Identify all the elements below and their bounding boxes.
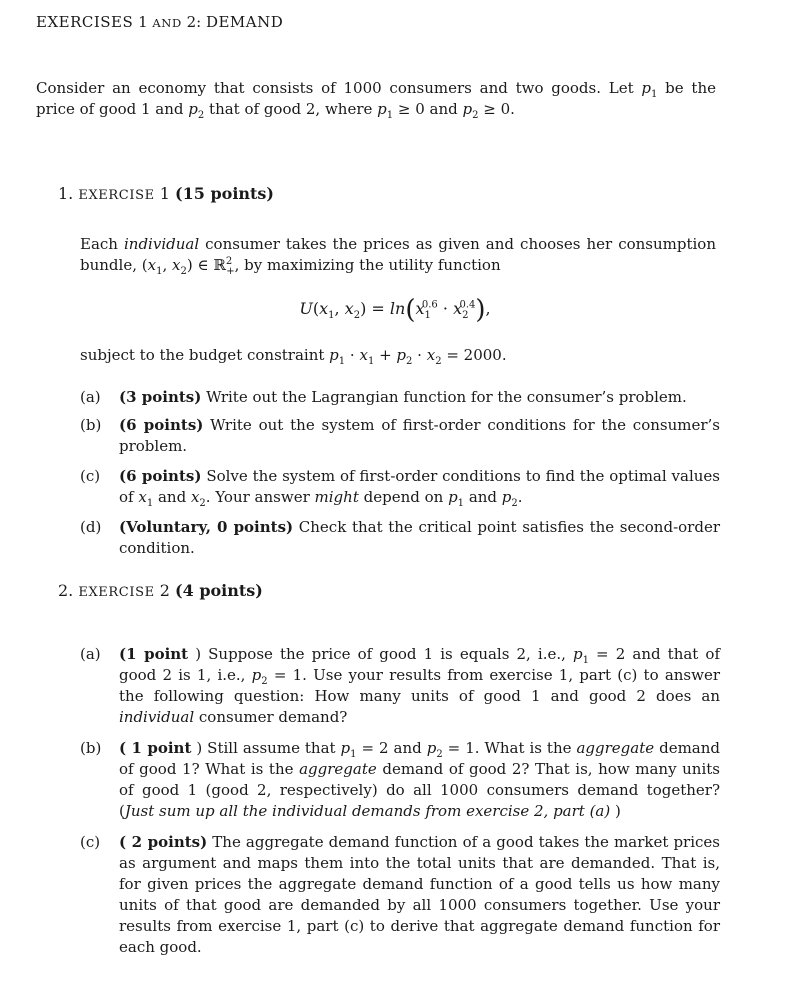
exercise-1-paragraph: Each individual consumer takes the prices as given and chooses her consumption bundle, ($x_1$, $x_2$) ∈ ℝ$^2_+$, by maximizing the utility function <box>80 235 716 277</box>
page-title: EXERCISES 1 AND 2: DEMAND <box>36 13 284 31</box>
utility-function-formula: $U(x_1$, $x_2) = \ln(x_1^{0.6} \cdot x_2^{0.4})$, <box>299 295 491 325</box>
exercise-2-heading: 2. EXERCISE 2 (4 points) <box>58 581 263 600</box>
budget-constraint-line: subject to the budget constraint $p_1 \cdot x_1 + p_2 \cdot x_2 = 2000$. <box>80 346 507 367</box>
intro-paragraph: Consider an economy that consists of 1000 consumers and two goods. Let $p_1$ be the price of good 1 and $p_2$ that of good 2, where $p_1 \ge 0$ and $p_2 \ge 0$. <box>36 79 716 121</box>
exercise-1-heading: 1. EXERCISE 1 (15 points) <box>58 184 274 203</box>
